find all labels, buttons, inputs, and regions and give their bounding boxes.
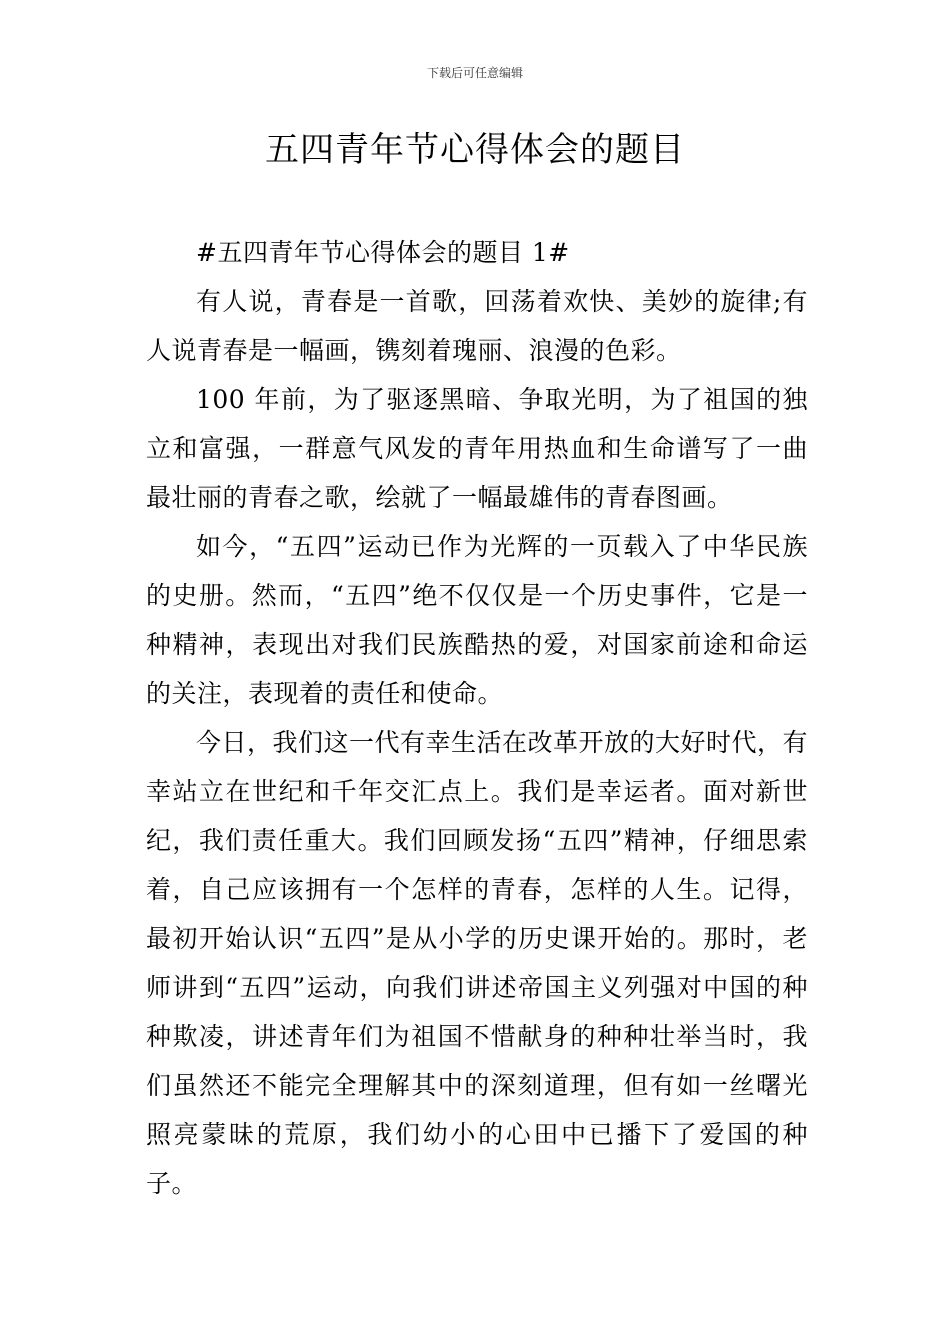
paragraph: 今日，我们这一代有幸生活在改革开放的大好时代，有幸站立在世纪和千年交汇点上。我们是幸运者。面对新世纪，我们责任重大。我们回顾发扬“五四”精神，仔细思索着，自己应该拥有一个怎样的青春，怎样的人生。记得，最初开始认识“五四”是从小学的历史课开始的。那时，老师讲到“五四”运动，向我们讲述帝国主义列强对中国的种种欺凌，讲述青年们为祖国不惜献身的种种壮举当时，我们虽然还不能完全理解其中的深刻道理，但有如一丝曙光照亮蒙昧的荒原，我们幼小的心田中已播下了爱国的种子。	[146, 728, 809, 1198]
paragraph: 如今，“五四”运动已作为光辉的一页载入了中华民族的史册。然而，“五四”绝不仅仅是一个历史事件，它是一种精神，表现出对我们民族酷热的爱，对国家前途和命运的关注，表现着的责任和使命。	[146, 532, 808, 708]
section-heading: #五四青年节心得体会的题目 1#	[196, 238, 570, 267]
paragraph: 有人说，青春是一首歌，回荡着欢快、美妙的旋律;有人说青春是一幅画，镌刻着瑰丽、浪漫的色彩。	[146, 287, 808, 365]
document-body	[146, 228, 808, 1208]
paragraph: 100 年前，为了驱逐黑暗、争取光明，为了祖国的独立和富强，一群意气风发的青年用热血和生命谱写了一曲最壮丽的青春之歌，绘就了一幅最雄伟的青春图画。	[146, 385, 808, 512]
header-note: 下载后可任意编辑	[426, 66, 523, 80]
document-title: 五四青年节心得体会的题目	[265, 130, 685, 170]
